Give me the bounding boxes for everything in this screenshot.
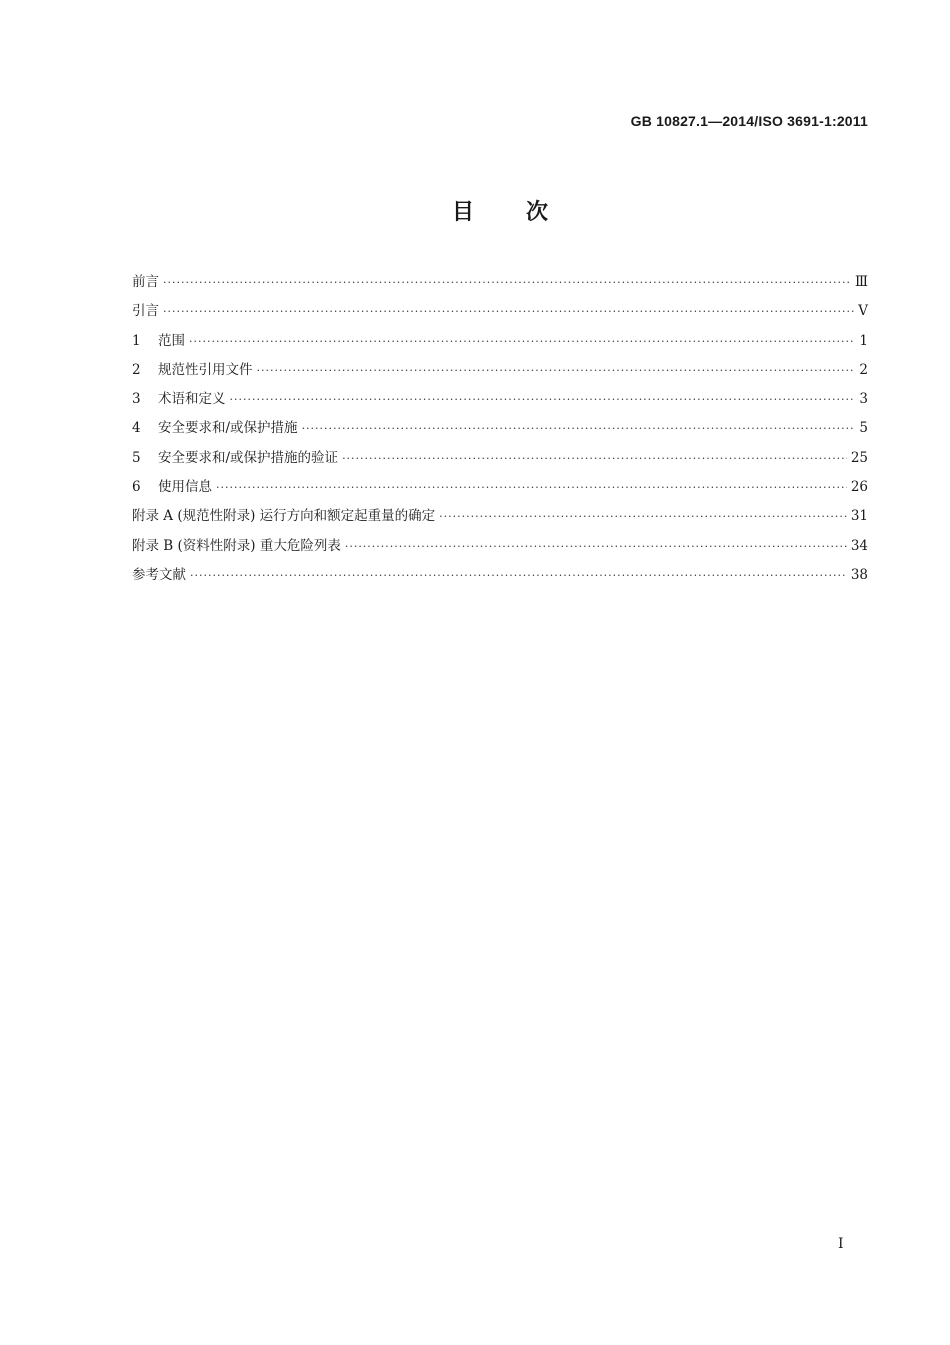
toc-entry-label [132, 360, 253, 380]
toc-entry-label [132, 301, 159, 321]
toc-entry-title: 引言 [132, 303, 159, 320]
toc-entry-title: 范围 [158, 332, 185, 349]
toc-entry-page: Ⅲ [854, 274, 868, 290]
toc-entry-annex-b[interactable] [132, 536, 868, 565]
toc-entry-label [132, 506, 435, 526]
toc-entry-label [132, 565, 186, 585]
toc-entry-title: 参考文献 [132, 566, 186, 583]
toc-entry-page: 2 [859, 361, 868, 378]
toc-entry-page: 5 [859, 420, 868, 437]
toc-entry-number: 1 [132, 332, 141, 349]
toc-entry-label [132, 389, 226, 409]
toc-entry-page: Ⅴ [858, 303, 868, 320]
toc-entry-page: 1 [859, 332, 868, 349]
toc-entry-information-for-use[interactable] [132, 477, 868, 506]
toc-entry-scope[interactable] [132, 331, 868, 360]
toc-leader-dots [439, 507, 847, 527]
toc-entry-label [132, 272, 159, 292]
toc-entry-introduction[interactable] [132, 301, 868, 330]
toc-entry-title: 前言 [132, 274, 159, 290]
toc-entry-page: 31 [850, 508, 868, 525]
toc-entry-label [132, 536, 341, 556]
toc-entry-title: 规范性引用文件 [158, 361, 253, 378]
toc-entry-normative-references[interactable] [132, 360, 868, 389]
toc-entry-title: 附录 B (资料性附录) 重大危险列表 [132, 537, 341, 554]
toc-leader-dots [190, 566, 847, 586]
toc-entry-title: 安全要求和/或保护措施的验证 [158, 449, 339, 466]
toc-entry-title: 术语和定义 [158, 391, 226, 408]
toc-entry-title: 附录 A (规范性附录) 运行方向和额定起重量的确定 [132, 508, 436, 525]
toc-leader-dots [345, 537, 847, 557]
toc-entry-verification[interactable] [132, 448, 868, 477]
toc-entry-label [132, 448, 338, 468]
toc-entry-page: 34 [850, 537, 868, 554]
toc-entry-page: 3 [859, 391, 868, 408]
toc-entry-annex-a[interactable] [132, 506, 868, 535]
toc-leader-dots [163, 302, 854, 322]
toc-entry-number: 5 [132, 449, 141, 466]
toc-entry-label [132, 477, 212, 497]
toc-entry-number: 2 [132, 361, 141, 378]
toc-leader-dots [230, 390, 855, 410]
toc-entry-page: 25 [850, 449, 868, 466]
toc-leader-dots [257, 361, 855, 381]
page-number: Ⅰ [838, 1236, 844, 1252]
toc-entry-label [132, 331, 185, 351]
toc-leader-dots [302, 419, 854, 439]
toc-entry-label [132, 418, 298, 438]
table-of-contents [132, 272, 868, 594]
toc-leader-dots [216, 478, 847, 498]
toc-entry-title: 使用信息 [158, 479, 212, 496]
toc-entry-safety-requirements[interactable] [132, 418, 868, 447]
standard-number: GB 10827.1—2014/ISO 3691-1:2011 [630, 113, 868, 129]
toc-entry-page: 26 [850, 479, 868, 496]
toc-entry-number: 3 [132, 391, 141, 408]
toc-leader-dots [189, 332, 854, 352]
toc-entry-title: 安全要求和/或保护措施 [158, 420, 298, 437]
toc-entry-foreword[interactable] [132, 272, 868, 301]
toc-entry-number: 6 [132, 479, 141, 496]
toc-leader-dots [342, 449, 847, 469]
toc-entry-number: 4 [132, 420, 141, 437]
toc-entry-page: 38 [850, 566, 868, 583]
toc-title: 目次 [451, 200, 600, 225]
toc-entry-bibliography[interactable] [132, 565, 868, 594]
toc-entry-terms-definitions[interactable] [132, 389, 868, 418]
toc-leader-dots [163, 273, 851, 293]
